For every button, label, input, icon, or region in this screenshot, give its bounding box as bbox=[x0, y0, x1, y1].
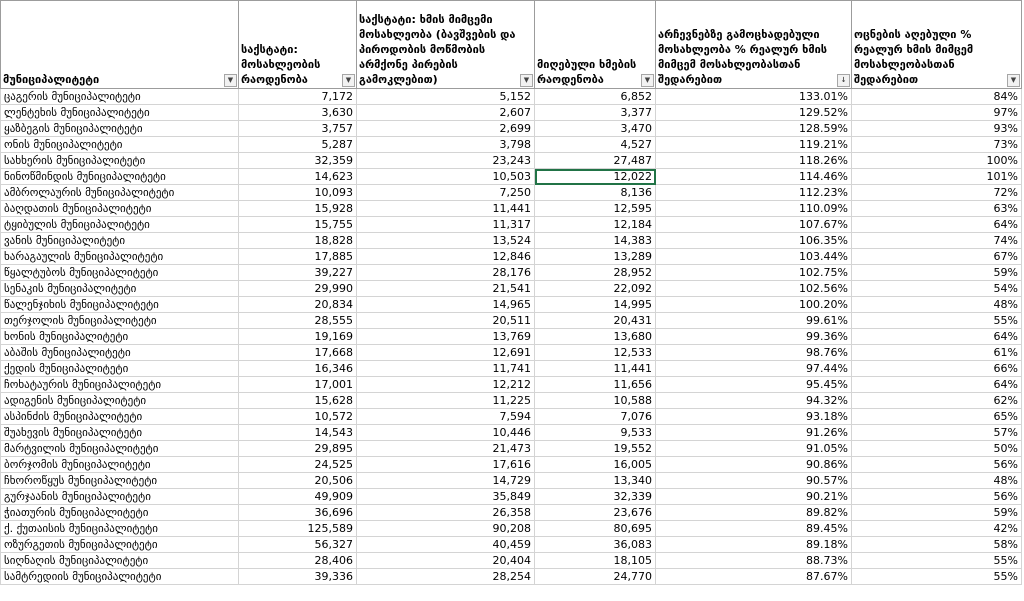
turnout-pct-cell[interactable]: 56% bbox=[852, 457, 1022, 473]
turnout-pct-cell[interactable]: 57% bbox=[852, 425, 1022, 441]
table-row bbox=[1, 297, 1022, 313]
turnout-pct-cell[interactable]: 100% bbox=[852, 153, 1022, 169]
population-cell[interactable]: 29,990 bbox=[239, 281, 357, 297]
eligible-cell[interactable]: 5,152 bbox=[357, 89, 535, 105]
table-row bbox=[1, 169, 1022, 185]
population-cell[interactable]: 10,572 bbox=[239, 409, 357, 425]
registered-pct-cell[interactable]: 100.20% bbox=[656, 297, 852, 313]
votes-cell[interactable]: 80,695 bbox=[535, 521, 656, 537]
votes-cell[interactable]: 12,595 bbox=[535, 201, 656, 217]
registered-pct-cell[interactable]: 102.56% bbox=[656, 281, 852, 297]
turnout-pct-cell[interactable]: 54% bbox=[852, 281, 1022, 297]
header-registered-pct[interactable]: არჩევნებზე გამოცხადებული მოსახლეობა % რეალურ ხმის მიმცემ მოსახლეობასთან შედარებით ↓ bbox=[656, 1, 852, 89]
eligible-cell[interactable]: 11,225 bbox=[357, 393, 535, 409]
eligible-cell[interactable]: 7,594 bbox=[357, 409, 535, 425]
turnout-pct-cell[interactable]: 56% bbox=[852, 489, 1022, 505]
population-cell[interactable]: 7,172 bbox=[239, 89, 357, 105]
registered-pct-cell[interactable]: 128.59% bbox=[656, 121, 852, 137]
votes-cell[interactable]: 27,487 bbox=[535, 153, 656, 169]
population-cell[interactable]: 17,668 bbox=[239, 345, 357, 361]
header-municipality[interactable]: მუნიციპალიტეტი ▼ bbox=[1, 1, 239, 89]
turnout-pct-cell[interactable]: 73% bbox=[852, 137, 1022, 153]
eligible-cell[interactable]: 90,208 bbox=[357, 521, 535, 537]
municipality-cell[interactable]: სამტრედიის მუნიციპალიტეტი bbox=[1, 569, 239, 585]
population-cell[interactable]: 17,885 bbox=[239, 249, 357, 265]
table-row bbox=[1, 489, 1022, 505]
municipality-cell[interactable]: აბაშის მუნიციპალიტეტი bbox=[1, 345, 239, 361]
municipality-cell[interactable]: სენაკის მუნიციპალიტეტი bbox=[1, 281, 239, 297]
registered-pct-cell[interactable]: 93.18% bbox=[656, 409, 852, 425]
table-row bbox=[1, 569, 1022, 585]
eligible-cell[interactable]: 10,503 bbox=[357, 169, 535, 185]
municipality-cell[interactable]: ბაღდათის მუნიციპალიტეტი bbox=[1, 201, 239, 217]
municipality-cell[interactable]: მარტვილის მუნიციპალიტეტი bbox=[1, 441, 239, 457]
municipality-cell[interactable]: ტყიბულის მუნიციპალიტეტი bbox=[1, 217, 239, 233]
population-cell[interactable]: 16,346 bbox=[239, 361, 357, 377]
registered-pct-cell[interactable]: 112.23% bbox=[656, 185, 852, 201]
registered-pct-cell[interactable]: 133.01% bbox=[656, 89, 852, 105]
header-population[interactable]: საქსტატი: მოსახლეობის რაოდენობა ▼ bbox=[239, 1, 357, 89]
votes-cell[interactable]: 36,083 bbox=[535, 537, 656, 553]
municipality-cell[interactable]: ხონის მუნიციპალიტეტი bbox=[1, 329, 239, 345]
votes-cell[interactable]: 11,441 bbox=[535, 361, 656, 377]
table-row bbox=[1, 553, 1022, 569]
municipality-cell[interactable]: ამბროლაურის მუნიციპალიტეტი bbox=[1, 185, 239, 201]
votes-cell[interactable]: 24,770 bbox=[535, 569, 656, 585]
population-cell[interactable]: 19,169 bbox=[239, 329, 357, 345]
votes-cell[interactable]: 10,588 bbox=[535, 393, 656, 409]
votes-cell[interactable]: 16,005 bbox=[535, 457, 656, 473]
population-cell[interactable]: 32,359 bbox=[239, 153, 357, 169]
turnout-pct-cell[interactable]: 59% bbox=[852, 265, 1022, 281]
votes-cell[interactable]: 4,527 bbox=[535, 137, 656, 153]
votes-cell[interactable]: 32,339 bbox=[535, 489, 656, 505]
votes-cell[interactable]: 7,076 bbox=[535, 409, 656, 425]
population-cell[interactable]: 17,001 bbox=[239, 377, 357, 393]
municipality-cell[interactable]: სახხერის მუნიციპალიტეტი bbox=[1, 153, 239, 169]
turnout-pct-cell[interactable]: 84% bbox=[852, 89, 1022, 105]
registered-pct-cell[interactable]: 99.61% bbox=[656, 313, 852, 329]
table-row bbox=[1, 505, 1022, 521]
votes-cell[interactable]: 9,533 bbox=[535, 425, 656, 441]
population-cell[interactable]: 20,506 bbox=[239, 473, 357, 489]
registered-pct-cell[interactable]: 106.35% bbox=[656, 233, 852, 249]
eligible-cell[interactable]: 28,176 bbox=[357, 265, 535, 281]
table-row bbox=[1, 393, 1022, 409]
population-cell[interactable]: 18,828 bbox=[239, 233, 357, 249]
population-cell[interactable]: 20,834 bbox=[239, 297, 357, 313]
filter-dropdown-icon[interactable]: ▼ bbox=[641, 74, 654, 87]
votes-cell[interactable]: 13,289 bbox=[535, 249, 656, 265]
turnout-pct-cell[interactable]: 61% bbox=[852, 345, 1022, 361]
population-cell[interactable]: 15,755 bbox=[239, 217, 357, 233]
table-row bbox=[1, 201, 1022, 217]
eligible-cell[interactable]: 20,511 bbox=[357, 313, 535, 329]
votes-cell[interactable]: 11,656 bbox=[535, 377, 656, 393]
municipality-cell[interactable]: შუახევის მუნიციპალიტეტი bbox=[1, 425, 239, 441]
municipality-cell[interactable]: ვანის მუნიციპალიტეტი bbox=[1, 233, 239, 249]
eligible-cell[interactable]: 13,524 bbox=[357, 233, 535, 249]
sort-descending-icon[interactable]: ↓ bbox=[837, 74, 850, 87]
votes-cell[interactable]: 19,552 bbox=[535, 441, 656, 457]
votes-cell[interactable]: 18,105 bbox=[535, 553, 656, 569]
turnout-pct-cell[interactable]: 42% bbox=[852, 521, 1022, 537]
votes-cell[interactable]: 13,340 bbox=[535, 473, 656, 489]
registered-pct-cell[interactable]: 91.26% bbox=[656, 425, 852, 441]
eligible-cell[interactable]: 3,798 bbox=[357, 137, 535, 153]
population-cell[interactable]: 29,895 bbox=[239, 441, 357, 457]
votes-cell[interactable]: 14,383 bbox=[535, 233, 656, 249]
table-row bbox=[1, 281, 1022, 297]
registered-pct-cell[interactable]: 95.45% bbox=[656, 377, 852, 393]
municipality-cell[interactable]: ბორჯომის მუნიციპალიტეტი bbox=[1, 457, 239, 473]
registered-pct-cell[interactable]: 90.21% bbox=[656, 489, 852, 505]
table-row bbox=[1, 217, 1022, 233]
eligible-cell[interactable]: 11,741 bbox=[357, 361, 535, 377]
table-row bbox=[1, 89, 1022, 105]
table-row bbox=[1, 457, 1022, 473]
registered-pct-cell[interactable]: 98.76% bbox=[656, 345, 852, 361]
population-cell[interactable]: 36,696 bbox=[239, 505, 357, 521]
registered-pct-cell[interactable]: 97.44% bbox=[656, 361, 852, 377]
table-row bbox=[1, 137, 1022, 153]
municipality-cell[interactable]: ლენტეხის მუნიციპალიტეტი bbox=[1, 105, 239, 121]
turnout-pct-cell[interactable]: 48% bbox=[852, 297, 1022, 313]
population-cell[interactable]: 5,287 bbox=[239, 137, 357, 153]
eligible-cell[interactable]: 14,729 bbox=[357, 473, 535, 489]
turnout-pct-cell[interactable]: 59% bbox=[852, 505, 1022, 521]
table-row bbox=[1, 409, 1022, 425]
votes-cell[interactable]: 12,533 bbox=[535, 345, 656, 361]
turnout-pct-cell[interactable]: 97% bbox=[852, 105, 1022, 121]
registered-pct-cell[interactable]: 114.46% bbox=[656, 169, 852, 185]
registered-pct-cell[interactable]: 90.86% bbox=[656, 457, 852, 473]
table-row bbox=[1, 121, 1022, 137]
municipality-cell[interactable]: ონის მუნიციპალიტეტი bbox=[1, 137, 239, 153]
eligible-cell[interactable]: 12,691 bbox=[357, 345, 535, 361]
filter-dropdown-icon[interactable]: ▼ bbox=[1007, 74, 1020, 87]
registered-pct-cell[interactable]: 103.44% bbox=[656, 249, 852, 265]
turnout-pct-cell[interactable]: 66% bbox=[852, 361, 1022, 377]
eligible-cell[interactable]: 10,446 bbox=[357, 425, 535, 441]
municipality-cell[interactable]: ყაზბეგის მუნიციპალიტეტი bbox=[1, 121, 239, 137]
table-row bbox=[1, 313, 1022, 329]
registered-pct-cell[interactable]: 91.05% bbox=[656, 441, 852, 457]
municipality-cell[interactable]: ადიგენის მუნიციპალიტეტი bbox=[1, 393, 239, 409]
registered-pct-cell[interactable]: 89.45% bbox=[656, 521, 852, 537]
votes-cell[interactable]: 8,136 bbox=[535, 185, 656, 201]
table-row bbox=[1, 153, 1022, 169]
registered-pct-cell[interactable]: 118.26% bbox=[656, 153, 852, 169]
filter-dropdown-icon[interactable]: ▼ bbox=[520, 74, 533, 87]
header-eligible[interactable]: საქსტატი: ხმის მიმცემი მოსახლეობა (ბავშვების და პიროდობის მოწმობის არმქონე პირების გამოკლებით) ▼ bbox=[357, 1, 535, 89]
table-row bbox=[1, 425, 1022, 441]
population-cell[interactable]: 24,525 bbox=[239, 457, 357, 473]
votes-cell[interactable]: 3,377 bbox=[535, 105, 656, 121]
population-cell[interactable]: 49,909 bbox=[239, 489, 357, 505]
table-row bbox=[1, 249, 1022, 265]
votes-cell[interactable]: 12,184 bbox=[535, 217, 656, 233]
votes-cell[interactable]: 6,852 bbox=[535, 89, 656, 105]
eligible-cell[interactable]: 12,212 bbox=[357, 377, 535, 393]
turnout-pct-cell[interactable]: 65% bbox=[852, 409, 1022, 425]
table-row bbox=[1, 265, 1022, 281]
turnout-pct-cell[interactable]: 55% bbox=[852, 313, 1022, 329]
eligible-cell[interactable]: 21,473 bbox=[357, 441, 535, 457]
eligible-cell[interactable]: 13,769 bbox=[357, 329, 535, 345]
registered-pct-cell[interactable]: 110.09% bbox=[656, 201, 852, 217]
eligible-cell[interactable]: 26,358 bbox=[357, 505, 535, 521]
eligible-cell[interactable]: 40,459 bbox=[357, 537, 535, 553]
table-row bbox=[1, 441, 1022, 457]
municipality-cell[interactable]: გურჯაანის მუნიციპალიტეტი bbox=[1, 489, 239, 505]
population-cell[interactable]: 125,589 bbox=[239, 521, 357, 537]
turnout-pct-cell[interactable]: 50% bbox=[852, 441, 1022, 457]
registered-pct-cell[interactable]: 129.52% bbox=[656, 105, 852, 121]
votes-cell[interactable]: 13,680 bbox=[535, 329, 656, 345]
table-row bbox=[1, 537, 1022, 553]
turnout-pct-cell[interactable]: 62% bbox=[852, 393, 1022, 409]
votes-cell[interactable]: 20,431 bbox=[535, 313, 656, 329]
table-row bbox=[1, 377, 1022, 393]
municipality-cell[interactable]: წალენჯიხის მუნიციპალიტეტი bbox=[1, 297, 239, 313]
turnout-pct-cell[interactable]: 58% bbox=[852, 537, 1022, 553]
turnout-pct-cell[interactable]: 101% bbox=[852, 169, 1022, 185]
eligible-cell[interactable]: 28,254 bbox=[357, 569, 535, 585]
turnout-pct-cell[interactable]: 48% bbox=[852, 473, 1022, 489]
table-row bbox=[1, 521, 1022, 537]
table-row bbox=[1, 233, 1022, 249]
eligible-cell[interactable]: 14,965 bbox=[357, 297, 535, 313]
turnout-pct-cell[interactable]: 64% bbox=[852, 217, 1022, 233]
municipality-cell[interactable]: ქ. ქუთაისის მუნიციპალიტეტი bbox=[1, 521, 239, 537]
turnout-pct-cell[interactable]: 63% bbox=[852, 201, 1022, 217]
eligible-cell[interactable]: 12,846 bbox=[357, 249, 535, 265]
registered-pct-cell[interactable]: 94.32% bbox=[656, 393, 852, 409]
population-cell[interactable]: 56,327 bbox=[239, 537, 357, 553]
table-row bbox=[1, 473, 1022, 489]
population-cell[interactable]: 14,543 bbox=[239, 425, 357, 441]
population-cell[interactable]: 15,628 bbox=[239, 393, 357, 409]
eligible-cell[interactable]: 11,441 bbox=[357, 201, 535, 217]
turnout-pct-cell[interactable]: 72% bbox=[852, 185, 1022, 201]
eligible-cell[interactable]: 35,849 bbox=[357, 489, 535, 505]
turnout-pct-cell[interactable]: 55% bbox=[852, 569, 1022, 585]
municipality-cell[interactable]: ჭიათურის მუნიციპალიტეტი bbox=[1, 505, 239, 521]
municipality-cell[interactable]: ოზურგეთის მუნიციპალიტეტი bbox=[1, 537, 239, 553]
filter-dropdown-icon[interactable]: ▼ bbox=[224, 74, 237, 87]
table-body bbox=[1, 89, 1022, 585]
registered-pct-cell[interactable]: 107.67% bbox=[656, 217, 852, 233]
population-cell[interactable]: 3,630 bbox=[239, 105, 357, 121]
votes-cell[interactable]: 23,676 bbox=[535, 505, 656, 521]
eligible-cell[interactable]: 20,404 bbox=[357, 553, 535, 569]
municipality-cell[interactable]: ასპინძის მუნიციპალიტეტი bbox=[1, 409, 239, 425]
votes-cell[interactable]: 3,470 bbox=[535, 121, 656, 137]
header-turnout-pct[interactable]: ოცნების აღებული % რეალურ ხმის მიმცემ მოსახლეობასთან შედარებით ▼ bbox=[852, 1, 1022, 89]
municipality-cell[interactable]: წყალტუბოს მუნიციპალიტეტი bbox=[1, 265, 239, 281]
table-row bbox=[1, 185, 1022, 201]
header-voters[interactable]: მიღებული ხმების რაოდენობა ▼ bbox=[535, 1, 656, 89]
votes-cell[interactable]: 28,952 bbox=[535, 265, 656, 281]
registered-pct-cell[interactable]: 99.36% bbox=[656, 329, 852, 345]
votes-cell[interactable]: 14,995 bbox=[535, 297, 656, 313]
registered-pct-cell[interactable]: 102.75% bbox=[656, 265, 852, 281]
registered-pct-cell[interactable]: 90.57% bbox=[656, 473, 852, 489]
municipality-cell[interactable]: ჩხოროწყუს მუნიციპალიტეტი bbox=[1, 473, 239, 489]
population-cell[interactable]: 39,227 bbox=[239, 265, 357, 281]
votes-cell[interactable]: 12,022 bbox=[535, 169, 656, 185]
turnout-pct-cell[interactable]: 64% bbox=[852, 377, 1022, 393]
turnout-pct-cell[interactable]: 93% bbox=[852, 121, 1022, 137]
table-row bbox=[1, 329, 1022, 345]
municipality-cell[interactable]: ხარაგაულის მუნიციპალიტეტი bbox=[1, 249, 239, 265]
population-cell[interactable]: 39,336 bbox=[239, 569, 357, 585]
filter-dropdown-icon[interactable]: ▼ bbox=[342, 74, 355, 87]
population-cell[interactable]: 28,406 bbox=[239, 553, 357, 569]
municipality-cell[interactable]: სიღნაღის მუნიციპალიტეტი bbox=[1, 553, 239, 569]
registered-pct-cell[interactable]: 88.73% bbox=[656, 553, 852, 569]
table-row bbox=[1, 361, 1022, 377]
eligible-cell[interactable]: 2,607 bbox=[357, 105, 535, 121]
turnout-pct-cell[interactable]: 74% bbox=[852, 233, 1022, 249]
population-cell[interactable]: 14,623 bbox=[239, 169, 357, 185]
eligible-cell[interactable]: 11,317 bbox=[357, 217, 535, 233]
municipality-cell[interactable]: ჩოხატაურის მუნიციპალიტეტი bbox=[1, 377, 239, 393]
population-cell[interactable]: 15,928 bbox=[239, 201, 357, 217]
eligible-cell[interactable]: 17,616 bbox=[357, 457, 535, 473]
table-row bbox=[1, 345, 1022, 361]
votes-cell[interactable]: 22,092 bbox=[535, 281, 656, 297]
population-cell[interactable]: 3,757 bbox=[239, 121, 357, 137]
turnout-pct-cell[interactable]: 67% bbox=[852, 249, 1022, 265]
table-row bbox=[1, 105, 1022, 121]
municipality-cell[interactable]: ნინოწმინდის მუნიციპალიტეტი bbox=[1, 169, 239, 185]
municipality-cell[interactable]: თერჯოლის მუნიციპალიტეტი bbox=[1, 313, 239, 329]
turnout-pct-cell[interactable]: 64% bbox=[852, 329, 1022, 345]
registered-pct-cell[interactable]: 87.67% bbox=[656, 569, 852, 585]
registered-pct-cell[interactable]: 89.18% bbox=[656, 537, 852, 553]
population-cell[interactable]: 10,093 bbox=[239, 185, 357, 201]
municipality-cell[interactable]: ქედის მუნიციპალიტეტი bbox=[1, 361, 239, 377]
municipality-cell[interactable]: ცაგერის მუნიციპალიტეტი bbox=[1, 89, 239, 105]
registered-pct-cell[interactable]: 119.21% bbox=[656, 137, 852, 153]
header-row bbox=[1, 1, 1022, 89]
population-cell[interactable]: 28,555 bbox=[239, 313, 357, 329]
eligible-cell[interactable]: 23,243 bbox=[357, 153, 535, 169]
registered-pct-cell[interactable]: 89.82% bbox=[656, 505, 852, 521]
eligible-cell[interactable]: 2,699 bbox=[357, 121, 535, 137]
eligible-cell[interactable]: 7,250 bbox=[357, 185, 535, 201]
turnout-pct-cell[interactable]: 55% bbox=[852, 553, 1022, 569]
eligible-cell[interactable]: 21,541 bbox=[357, 281, 535, 297]
